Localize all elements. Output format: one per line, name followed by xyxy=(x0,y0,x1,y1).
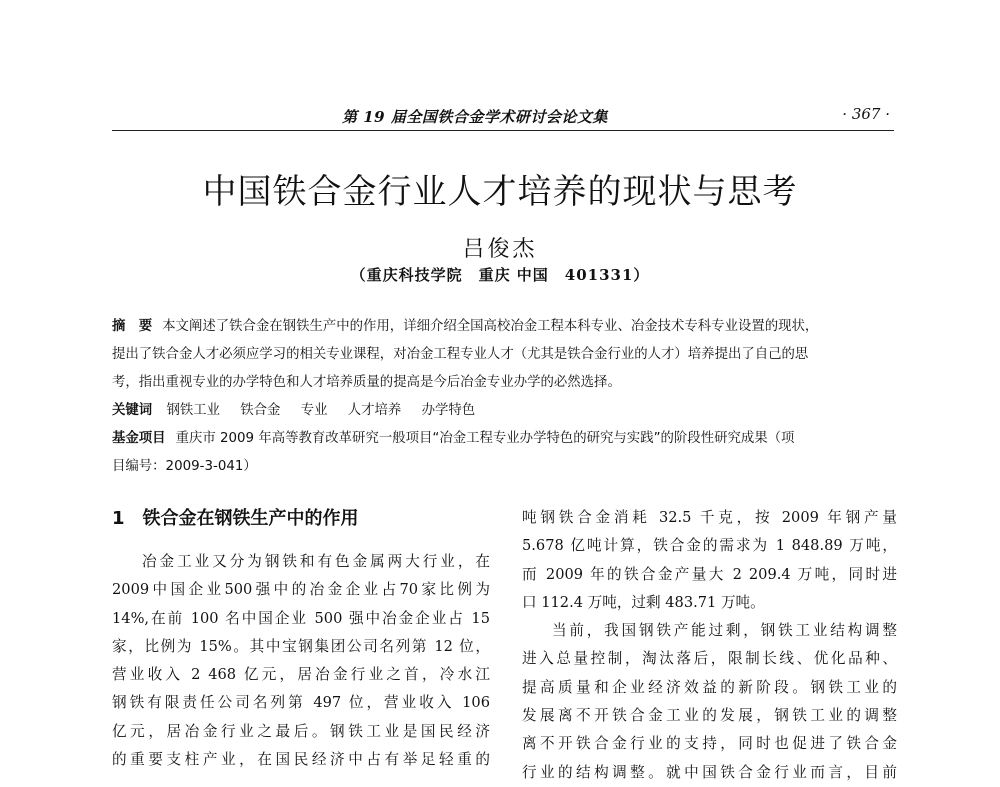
author-affiliation: （重庆科技学院 重庆 中国 401331） xyxy=(350,266,650,284)
author-name: 吕俊杰 xyxy=(462,237,538,262)
keywords-line xyxy=(112,397,897,425)
running-head xyxy=(112,104,894,131)
section-title: 铁合金在钢铁生产中的作用 xyxy=(142,508,359,529)
body-line: 家，比例为 15%。其中宝钢集团公司名列第 12 位， xyxy=(112,637,490,655)
page-number: · 367 · xyxy=(842,105,890,123)
abstract-label: 摘 要 xyxy=(112,319,153,334)
body-line: 进入总量控制，淘汰落后，限制长线、优化品种、 xyxy=(522,650,897,668)
body-line: 行业的结构调整。就中国铁合金行业而言，目前 xyxy=(522,763,897,781)
body-line: 钢铁有限责任公司名列第 497 位，营业收入 106 xyxy=(112,694,490,712)
abstract-line-2: 提出了铁合金人才必须应学习的相关专业课程，对冶金工程专业人才（尤其是铁合金行业的人才）培养提出了自己的思 xyxy=(112,347,809,362)
keywords-label: 关键词 xyxy=(112,403,153,418)
keyword-item: 铁合金 xyxy=(240,403,281,418)
body-line: 2009中国企业500强中的冶金企业占70家比例为 xyxy=(112,581,490,599)
body-line: 14%,在前 100 名中国企业 500 强中冶金企业占 15 xyxy=(112,609,490,627)
body-line: 营业收入 2 468 亿元，居冶金行业之首，冷水江 xyxy=(112,666,490,684)
keyword-item: 钢铁工业 xyxy=(166,403,220,418)
body-line: 而 2009 年的铁合金产量大 2 209.4 万吨，同时进 xyxy=(522,565,897,583)
body-line: 离不开铁合金行业的支持，同时也促进了铁合金 xyxy=(522,735,897,753)
article-title: 中国铁合金行业人才培养的现状与思考 xyxy=(202,172,798,212)
abstract-text: 本文阐述了铁合金在钢铁生产中的作用，详细介绍全国高校冶金工程本科专业、冶金技术专科专业设置的现状， xyxy=(162,319,819,334)
keyword-item: 专业 xyxy=(300,403,328,418)
body-line: 的重要支柱产业，在国民经济中占有举足轻重的 xyxy=(112,751,490,769)
fund-text: 重庆市 2009 年高等教育改革研究一般项目“冶金工程专业办学特色的研究与实践”的阶段性研究成果（项 xyxy=(175,431,795,446)
body-line: 5.678 亿吨计算，铁合金的需求为 1 848.89 万吨， xyxy=(522,537,897,555)
section-number: 1 xyxy=(112,508,125,529)
body-line: 提高质量和企业经济效益的新阶段。钢铁工业的 xyxy=(522,678,897,696)
body-line: 冶金工业又分为钢铁和有色金属两大行业，在 xyxy=(142,553,490,570)
abstract-line-3: 考，指出重视专业的办学特色和人才培养质量的提高是今后冶金专业办学的必然选择。 xyxy=(112,375,621,390)
left-column xyxy=(112,504,490,774)
proceedings-title: 第 19 届全国铁合金学术研讨会论文集 xyxy=(342,108,608,126)
fund-line-1 xyxy=(112,425,897,453)
fund-line-2: 目编号：2009-3-041） xyxy=(112,459,257,474)
body-line: 吨钢铁合金消耗 32.5 千克，按 2009 年钢产量 xyxy=(522,509,897,526)
body-line: 发展离不开铁合金工业的发展，钢铁工业的调整 xyxy=(522,707,897,725)
abstract-line-1 xyxy=(112,313,897,341)
keyword-item: 办学特色 xyxy=(421,403,476,418)
fund-label: 基金项目 xyxy=(112,431,166,446)
right-column xyxy=(522,504,897,787)
section-heading xyxy=(112,504,490,536)
body-line: 当前，我国钢铁产能过剩，钢铁工业结构调整 xyxy=(552,622,897,640)
body-line: 亿元，居冶金行业之最后。钢铁工业是国民经济 xyxy=(112,722,490,740)
body-line: 口 112.4 万吨，过剩 483.71 万吨。 xyxy=(522,593,765,611)
keyword-item: 人才培养 xyxy=(347,403,402,418)
